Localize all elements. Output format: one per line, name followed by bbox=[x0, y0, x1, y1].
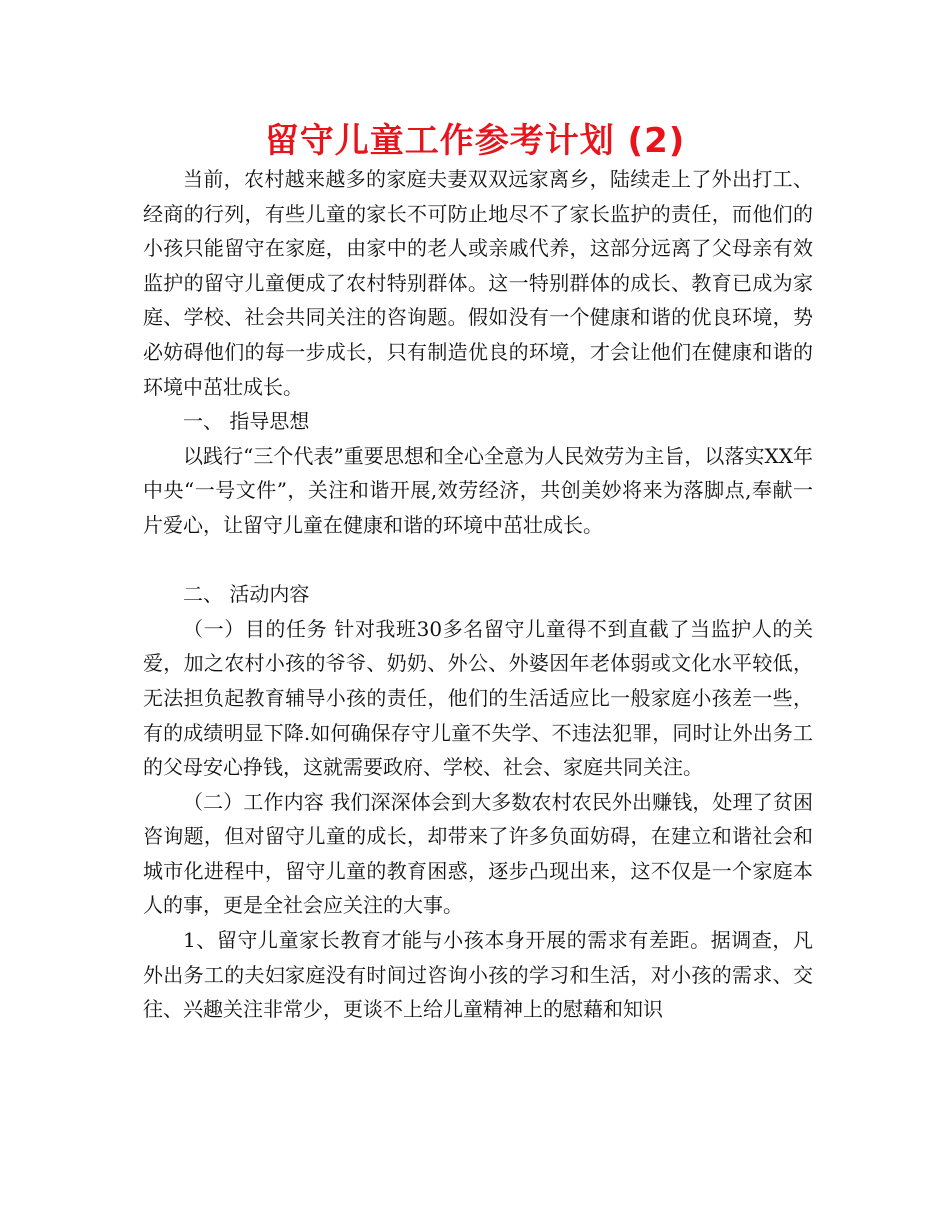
item-1-paragraph: 1、留守儿童家长教育才能与小孩本身开展的需求有差距。据调查，凡外出务工的夫妇家庭没有时间过咨询小孩的学习和生活，对小孩的需求、交往、兴趣关注非常少，更谈不上给儿童精神上的慰藉和知识 bbox=[143, 928, 813, 1022]
section-heading-guiding-thought: 一、 指导思想 bbox=[183, 409, 310, 434]
work-content-paragraph: （二）工作内容 我们深深体会到大多数农村农民外出赚钱，处理了贫困咨询题，但对留守儿童的成长，却带来了许多负面妨碍，在建立和谐社会和城市化进程中，留守儿童的教育困惑，逐步凸现出来，这不仅是一个家庭本人的事，更是全社会应关注的大事。 bbox=[143, 789, 813, 918]
blank-line bbox=[143, 543, 813, 578]
intro-paragraph: 当前，农村越来越多的家庭夫妻双双远家离乡，陆续走上了外出打工、经商的行列，有些儿童的家长不可防止地尽不了家长监护的责任，而他们的小孩只能留守在家庭，由家中的老人或亲戚代养，这部分远离了父母亲有效监护的留守儿童便成了农村特别群体。这一特别群体的成长、教育已成为家庭、学校、社会共同关注的咨询题。假如没有一个健康和谐的优良环境，势必妨碍他们的每一步成长，只有制造优良的环境，才会让他们在健康和谐的环境中茁壮成长。 bbox=[143, 167, 813, 399]
objective-paragraph: （一）目的任务 针对我班30多名留守儿童得不到直截了当监护人的关爱，加之农村小孩的爷爷、奶奶、外公、外婆因年老体弱或文化水平较低，无法担负起教育辅导小孩的责任，他们的生活适应比一般家庭小孩差一些，有的成绩明显下降.如何确保存守儿童不失学、不违法犯罪，同时让外出务工的父母安心挣钱，这就需要政府、学校、社会、家庭共同关注。 bbox=[143, 616, 813, 780]
document-body bbox=[143, 162, 813, 1027]
guiding-thought-paragraph: 以践行“三个代表”重要思想和全心全意为人民效劳为主旨，以落实XX年中央“一号文件”，关注和谐开展,效劳经济，共创美妙将来为落脚点,奉献一片爱心，让留守儿童在健康和谐的环境中茁壮成长。 bbox=[143, 443, 813, 537]
section-heading-activity-content: 二、 活动内容 bbox=[183, 582, 310, 607]
document-title: 留守儿童工作参考计划 (2) bbox=[264, 121, 686, 161]
